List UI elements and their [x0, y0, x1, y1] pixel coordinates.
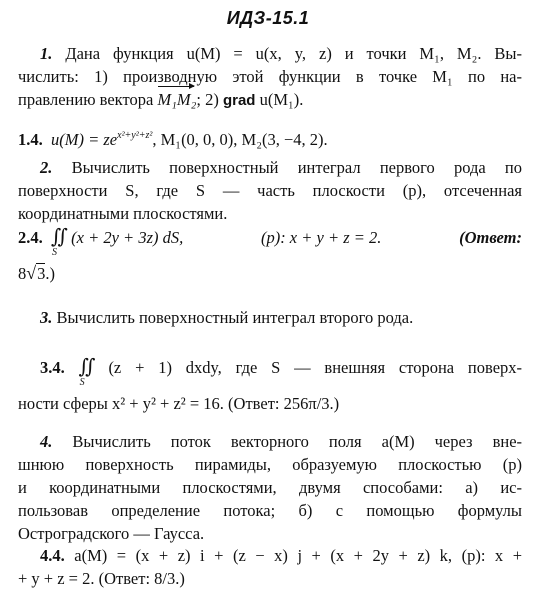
task-2-number: 2.: [40, 158, 53, 177]
integral-domain: S: [52, 247, 58, 258]
task-4-line-5: Остроградского — Гаусса.: [18, 524, 205, 543]
double-integral-sign: ∬: [51, 226, 63, 248]
task-1-line-3-post: u(M₁).: [255, 90, 304, 109]
task-1-number: 1.: [40, 44, 53, 63]
task-3-4-line-1: (z + 1) dxdy, где S — внешняя сторона поверх-: [108, 358, 523, 377]
task-1-4-points: , M₁(0, 0, 0), M₂(3, −4, 2).: [152, 130, 328, 149]
task-2-4-answer-close: .): [45, 264, 56, 283]
task-3-4: [18, 356, 522, 415]
task-4-line-1: Вычислить поток векторного поля a(M) через вне-: [72, 432, 523, 451]
task-3-line-1: Вычислить поверхностный интеграл второго рода.: [56, 308, 414, 327]
grad-operator: grad: [222, 92, 256, 109]
sqrt-symbol: √3: [26, 263, 46, 283]
task-3-4-line-2: ности сферы x² + y² + z² = 16. (Ответ: 256π/3.): [18, 394, 340, 413]
task-1-line-2: числить: 1) производную этой функции в точке M₁ по на-: [18, 67, 522, 86]
integral-domain-2: S: [79, 377, 85, 388]
task-2-4-answer-open: (Ответ:: [459, 228, 522, 247]
task-4-4: [18, 544, 522, 590]
task-2-4-integrand: (x + 2y + 3z) dS,: [71, 228, 184, 247]
task-2-4-plane: (p): x + y + z = 2.: [260, 228, 382, 247]
task-1-4-function: u(M) = ze: [51, 130, 118, 149]
task-4-4-line-1: a(M) = (x + z) i + (z − x) j + (x + 2y + z) k, (p): x +: [74, 546, 523, 565]
double-integral-sign-2: ∬: [78, 356, 90, 378]
task-1-line-1: Дана функция u(M) = u(x, y, z) и точки M₁, M₂. Вы-: [65, 44, 523, 63]
task-3-4-number: 3.4.: [40, 358, 65, 377]
task-4-number: 4.: [40, 432, 53, 451]
task-1-line-3-pre: правлению вектора: [18, 90, 158, 109]
task-2-4-number: 2.4.: [18, 228, 43, 247]
task-1-4: [18, 128, 522, 151]
vector-m1m2: M₁M₂: [157, 90, 197, 109]
task-4-line-3: и координатными плоскостями, двумя способами: а) ис-: [18, 478, 522, 497]
task-4-line-4: пользовав определение потока; б) с помощью формулы: [18, 501, 522, 520]
task-1-4-exponent: x²+y²+z²: [117, 130, 153, 141]
task-1-statement: [18, 42, 522, 112]
task-2-statement: [18, 156, 522, 225]
task-4-4-number: 4.4.: [40, 546, 65, 565]
task-4-statement: [18, 430, 522, 545]
task-2-4-answer-coef: 8: [18, 264, 27, 283]
task-4-line-2: шнюю поверхность пирамиды, образуемую плоскостью (p): [18, 455, 522, 474]
task-2-4-answer-radicand: 3: [37, 264, 46, 283]
task-2-line-3: координатными плоскостями.: [18, 204, 228, 223]
task-2-line-1: Вычислить поверхностный интеграл первого рода по: [71, 158, 523, 177]
task-1-4-number: 1.4.: [18, 130, 43, 149]
task-3-number: 3.: [40, 308, 53, 327]
task-2-4: [18, 226, 522, 285]
task-4-4-line-2: + y + z = 2. (Ответ: 8/3.): [18, 569, 185, 588]
task-3-statement: [18, 306, 522, 329]
task-1-line-3-mid: ; 2): [196, 90, 223, 109]
task-2-line-2: поверхности S, где S — часть плоскости (p), отсеченная: [18, 181, 522, 200]
page-title: ИДЗ-15.1: [226, 8, 310, 28]
